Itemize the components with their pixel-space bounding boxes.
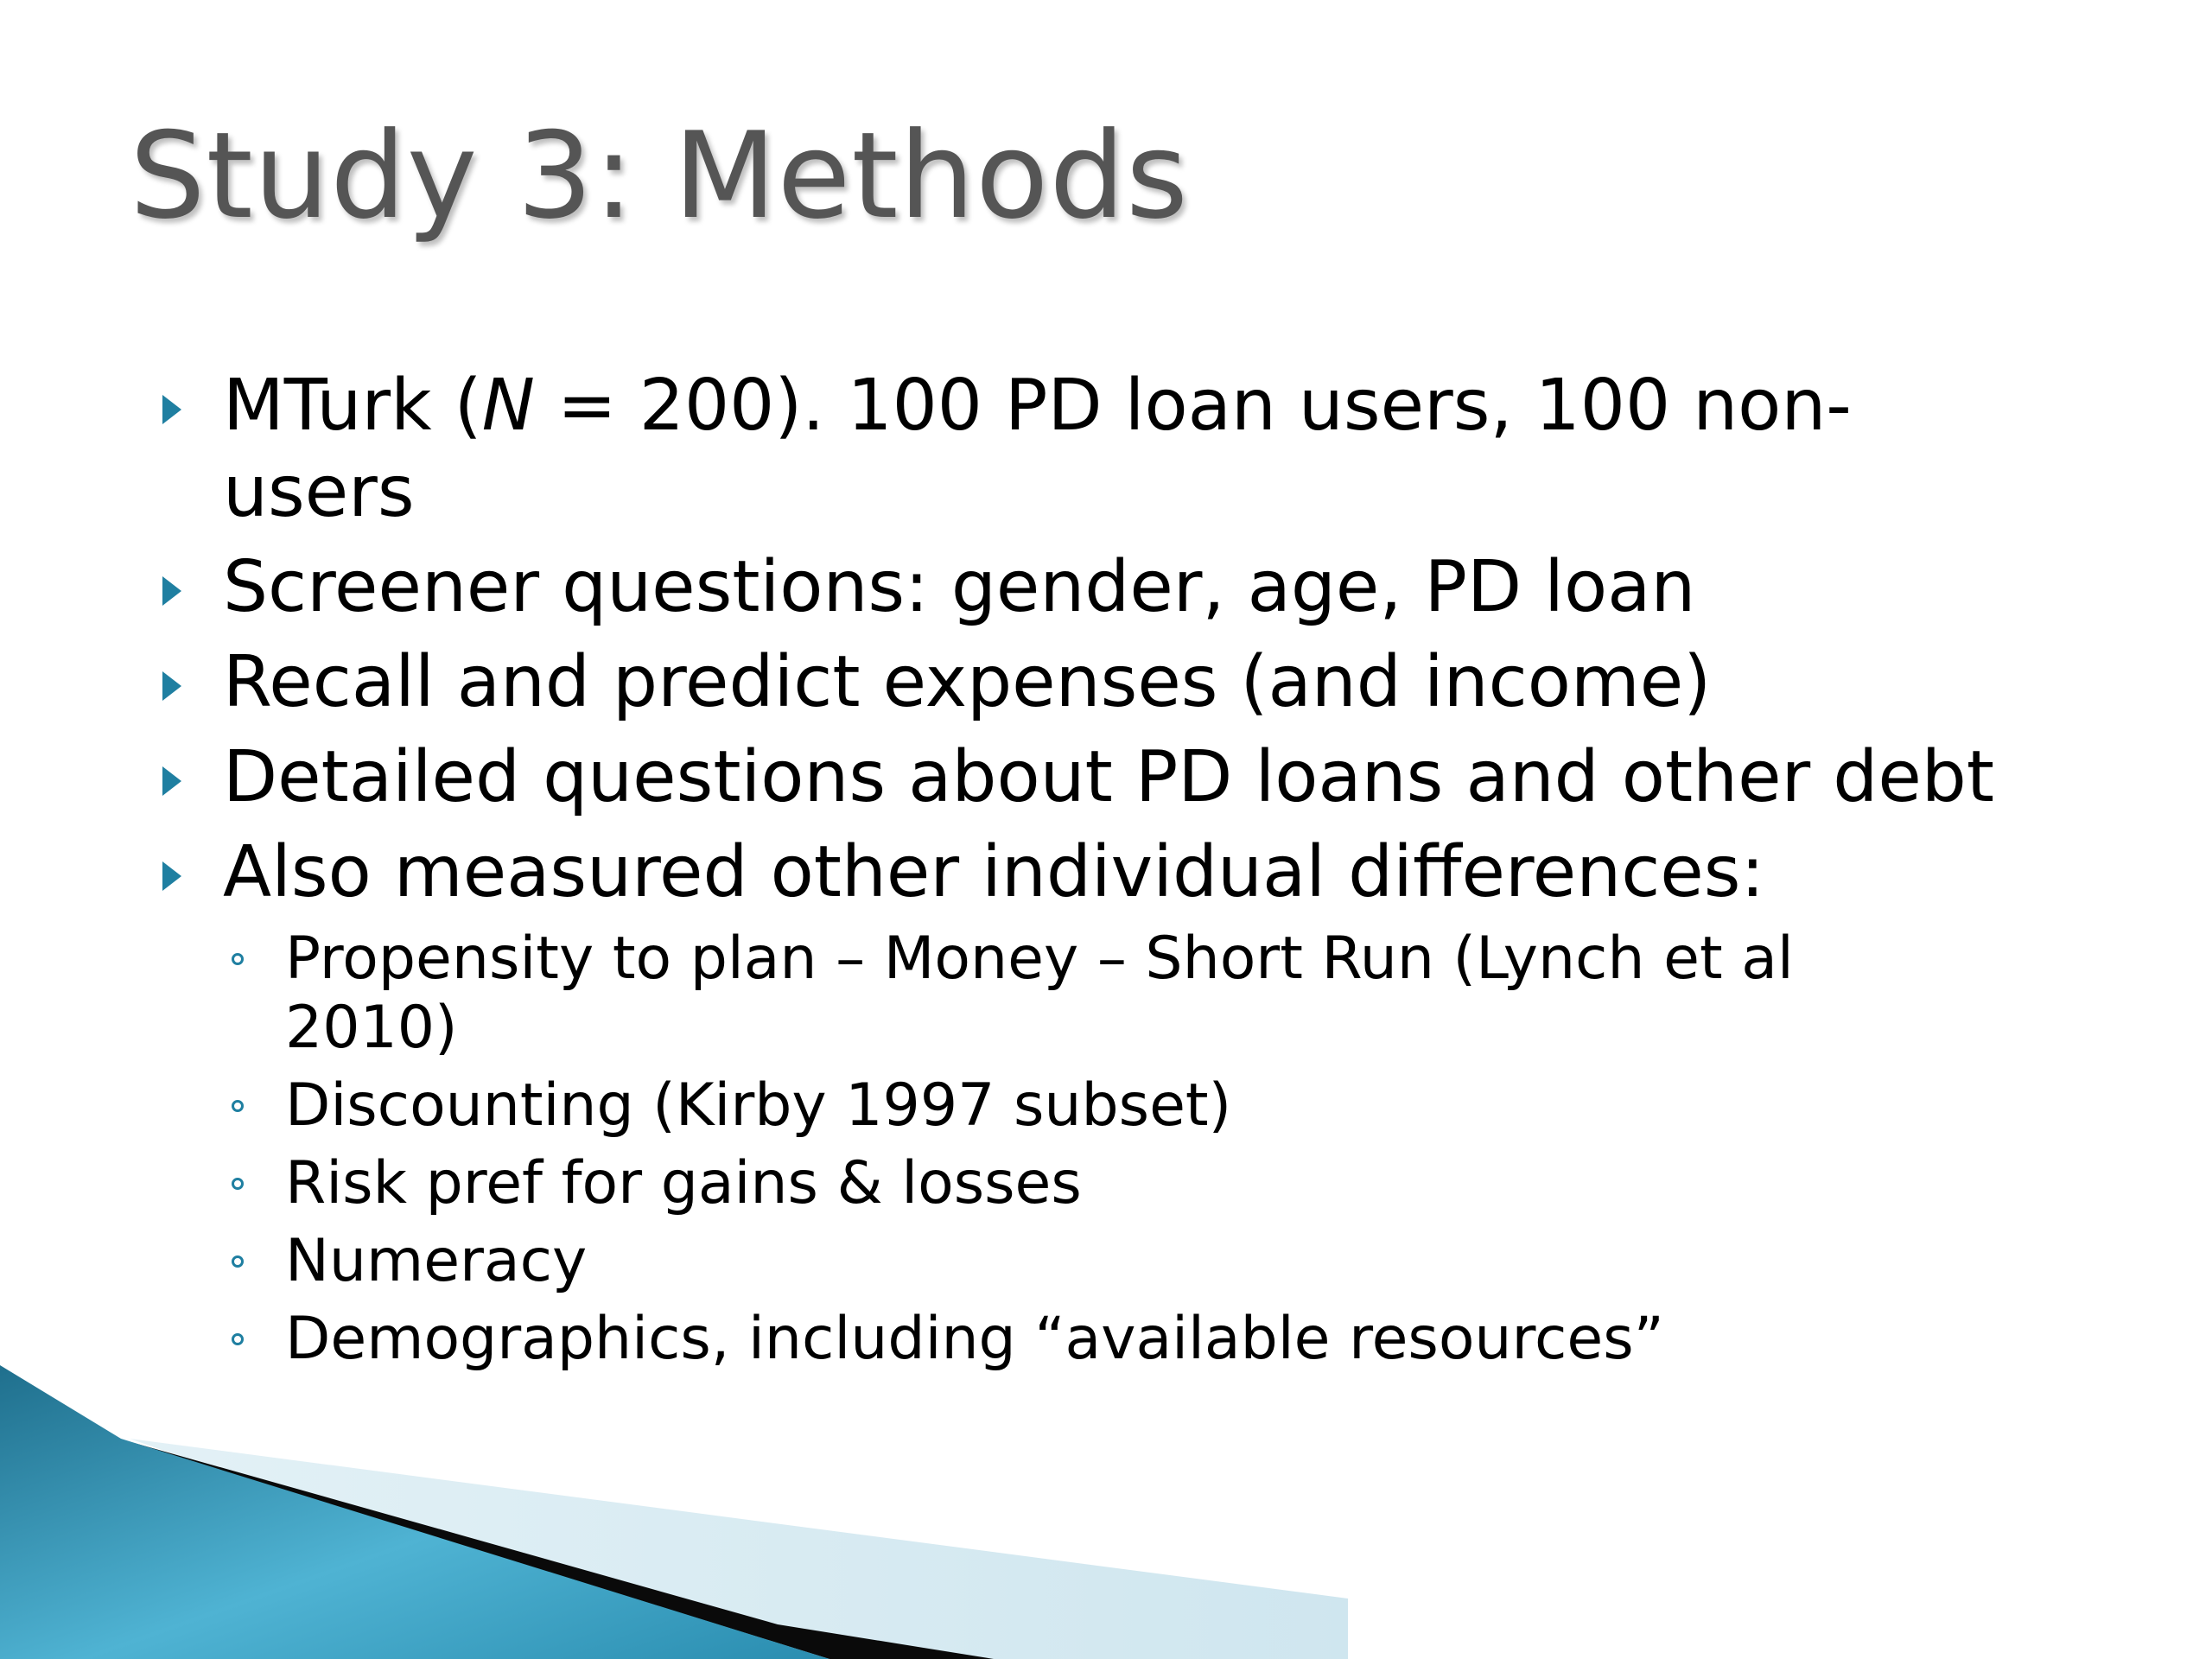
sub-bullet-item: Discounting (Kirby 1997 subset)	[285, 1071, 1232, 1140]
bullet-text-rest: = 200). 100 PD loan users, 100 non-	[534, 365, 1852, 447]
sub-bullet-item: Risk pref for gains & losses	[285, 1149, 1082, 1217]
bullet-item: Detailed questions about PD loans and other debt	[223, 736, 1994, 818]
bullet-arrow-icon	[162, 861, 181, 891]
bullet-text-line2: users	[223, 451, 415, 533]
bullet-item: Screener questions: gender, age, PD loan	[223, 546, 1696, 628]
sub-bullet-item: Demographics, including “available resources”	[285, 1305, 1664, 1373]
sub-bullet-circle-icon	[232, 953, 244, 965]
sub-bullet-circle-icon	[232, 1255, 244, 1268]
slide-title: Study 3: Methods	[130, 106, 1189, 245]
bullet-item: Also measured other individual differences:	[223, 831, 1765, 913]
decorative-swoosh	[0, 1365, 1348, 1659]
bullet-arrow-icon	[162, 671, 181, 701]
bullet-text-prefix: MTurk (	[223, 365, 482, 447]
sub-bullet-circle-icon	[232, 1178, 244, 1190]
bullet-arrow-icon	[162, 576, 181, 606]
bullet-item	[223, 363, 2124, 449]
bullet-arrow-icon	[162, 395, 181, 424]
sub-bullet-circle-icon	[232, 1100, 244, 1112]
sub-bullet-item: Numeracy	[285, 1227, 588, 1295]
bullet-item: Recall and predict expenses (and income)	[223, 641, 1712, 723]
sub-bullet-circle-icon	[232, 1333, 244, 1345]
sub-bullet-item-continuation: 2010)	[285, 994, 458, 1062]
bullet-text-italic: N	[481, 365, 535, 447]
sub-bullet-item: Propensity to plan – Money – Short Run (Lynch et al	[285, 925, 1794, 993]
bullet-arrow-icon	[162, 766, 181, 796]
bullet-item-continuation	[223, 449, 2124, 536]
